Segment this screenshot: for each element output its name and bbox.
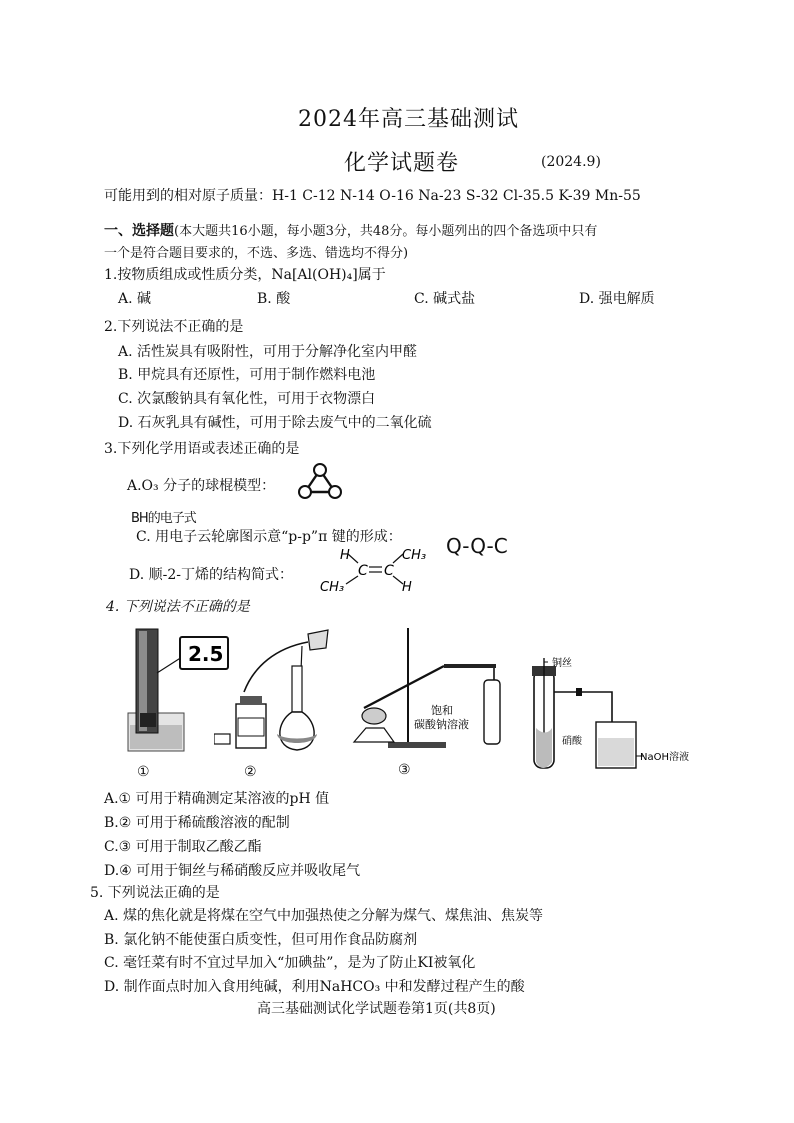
- section-heading: [104, 220, 597, 240]
- figure-copper-nitric-acid: [528, 652, 698, 776]
- sodium-carbonate-label: 碳酸钠溶液: [414, 718, 469, 731]
- q2-option-c: C. 次氯酸钠具有氧化性，可用于衣物漂白: [118, 391, 376, 407]
- section-description-1: (本大题共16小题，每小题3分，共48分。每小题列出的四个备选项中只有: [174, 224, 598, 239]
- q3-stem: 3.下列化学用语或表述正确的是: [104, 441, 300, 457]
- exam-date: (2024.9): [541, 154, 601, 170]
- q1-option-b: B. 酸: [257, 291, 291, 307]
- q1-option-c: C. 碱式盐: [414, 291, 476, 307]
- structure-c-left: C: [358, 563, 368, 579]
- figure-number-3: ③: [398, 762, 411, 778]
- figure-number-2: ②: [244, 764, 257, 780]
- ph-meter-reading: 2.5: [188, 642, 224, 666]
- q3-option-c: C. 用电子云轮廓图示意“p-p”π 键的形成：: [136, 529, 402, 545]
- exam-subtitle: 化学试题卷: [344, 151, 460, 176]
- figure-volumetric-flask: [214, 626, 334, 756]
- q2-stem: 2.下列说法不正确的是: [104, 319, 244, 335]
- structure-h-top: H: [340, 548, 350, 563]
- q4-option-d: D.④ 可用于铜丝与稀硝酸反应并吸收尾气: [104, 863, 361, 879]
- page-footer: 高三基础测试化学试题卷第1页(共8页): [257, 1001, 496, 1017]
- cis-2-butene-structure: [316, 544, 438, 596]
- o3-ball-stick-model: [296, 462, 344, 502]
- q2-option-b: B. 甲烷具有还原性，可用于制作燃料电池: [118, 367, 376, 383]
- q3-option-a: A.O₃ 分子的球棍模型：: [127, 478, 276, 494]
- q4-option-c: C.③ 可用于制取乙酸乙酯: [104, 839, 262, 855]
- q5-option-c: C. 毫饪菜有时不宜过早加入“加碘盐”，是为了防止KI被氧化: [104, 955, 476, 971]
- q5-option-b: B. 氯化钠不能使蛋白质变性，但可用作食品防腐剂: [104, 932, 418, 948]
- naoh-solution-label: NaOH溶液: [640, 752, 689, 763]
- saturated-label: 饱和: [431, 704, 453, 717]
- section-heading-label: 一、选择题: [104, 223, 174, 239]
- q5-option-d: D. 制作面点时加入食用纯碱，利用NaHCO₃ 中和发酵过程产生的酸: [104, 979, 525, 995]
- q2-option-d: D. 石灰乳具有碱性，可用于除去废气中的二氧化硫: [118, 415, 432, 431]
- figure-ester-apparatus: [344, 624, 504, 754]
- structure-h-bottom: H: [402, 580, 412, 595]
- structure-c-right: C: [384, 563, 394, 579]
- section-description-2: 一个是符合题目要求的，不选、多选、错选均不得分): [104, 246, 409, 261]
- q1-option-d: D. 强电解质: [579, 291, 655, 307]
- nitric-acid-label: 硝酸: [562, 736, 582, 747]
- q3-option-d: D. 顺-2-丁烯的结构简式：: [129, 567, 293, 583]
- copper-wire-label: 铜丝: [552, 658, 572, 669]
- q1-stem: 1.按物质组成或性质分类，Na[Al(OH)₄]属于: [104, 267, 386, 283]
- q5-stem: 5. 下列说法正确的是: [90, 885, 220, 901]
- q5-option-a: A. 煤的焦化就是将煤在空气中加强热使之分解为煤气、煤焦油、焦炭等: [104, 908, 544, 924]
- figure-number-1: ①: [137, 764, 150, 780]
- structure-ch3-bottom: CH₃: [320, 580, 345, 595]
- q2-option-a: A. 活性炭具有吸附性，可用于分解净化室内甲醛: [118, 344, 418, 360]
- q4-option-b: B.② 可用于稀硫酸溶液的配制: [104, 815, 290, 831]
- q3-option-b: BH的电子式: [131, 511, 196, 526]
- p-p-pi-bond-formula: Q-Q-C: [446, 534, 508, 558]
- atomic-masses: 可能用到的相对原子质量：H-1 C-12 N-14 O-16 Na-23 S-32 Cl-35.5 K-39 Mn-55: [104, 188, 641, 204]
- q4-stem: 4. 下列说法不正确的是: [106, 599, 250, 615]
- q4-option-a: A.① 可用于精确测定某溶液的pH 值: [104, 791, 330, 807]
- exam-title: 2024年高三基础测试: [298, 107, 519, 132]
- structure-ch3-top: CH₃: [402, 548, 427, 563]
- q1-option-a: A. 碱: [118, 291, 152, 307]
